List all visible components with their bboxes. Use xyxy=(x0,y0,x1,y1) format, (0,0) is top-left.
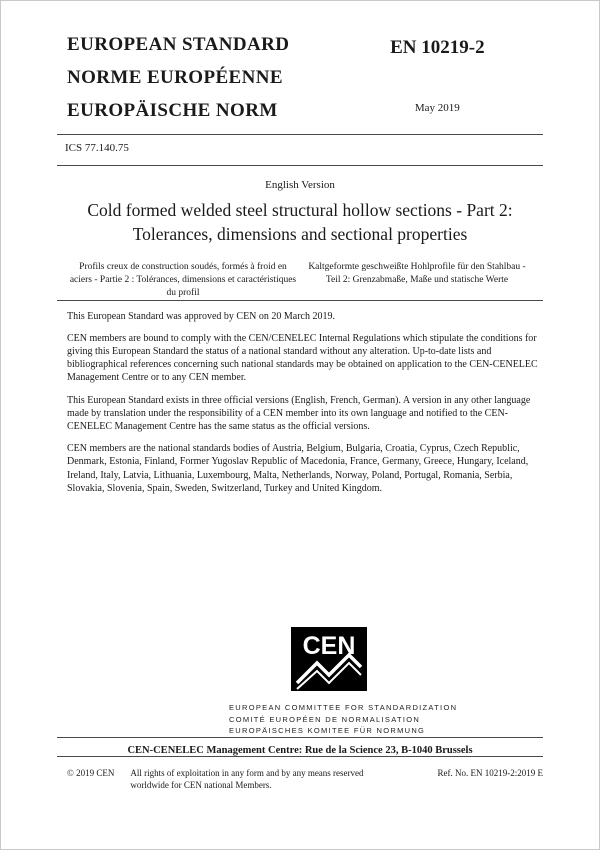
divider-under-subtitles xyxy=(57,300,543,301)
paragraph-versions: This European Standard exists in three official versions (English, French, German). A version in any other language made by translation under the responsibility of a CEN member into its own language and notified to the CEN-CENELEC Management Centre has the same status as the official versions. xyxy=(67,394,531,432)
header-titles xyxy=(67,35,317,134)
committee-line-fr: COMITÉ EUROPÉEN DE NORMALISATION xyxy=(229,714,421,724)
copyright-notice: © 2019 CEN xyxy=(67,767,115,778)
paragraph-members: CEN members are the national standards bodies of Austria, Belgium, Bulgaria, Croatia, Cyprus, Czech Republic, Denmark, Estonia, Finland, Former Yugoslav Republic of Macedonia, France, Germany, Greece, Hungary, Iceland, Ireland, Italy, Latvia, Lithuania, Luxembourg, Malta, Netherlands, Norway, Poland, Portugal, Romania, Serbia, Slovakia, Slovenia, Spain, Sweden, Switzerland, Turkey and United Kingdom. xyxy=(67,443,529,494)
publication-date: May 2019 xyxy=(414,102,460,114)
cen-logo xyxy=(291,627,367,691)
cen-logo-icon xyxy=(291,627,367,691)
version-label: English Version xyxy=(265,179,335,191)
subtitle-german: Kaltgeformte geschweißte Hohlprofile für den Stahlbau - Teil 2: Grenzabmaße, Maße und statische Werte xyxy=(308,262,526,286)
header-title-fr: NORME EUROPÉENNE xyxy=(67,67,283,88)
divider-top xyxy=(57,134,543,135)
body-text xyxy=(1,310,599,495)
committee-line-de: EUROPÄISCHES KOMITEE FÜR NORMUNG xyxy=(229,726,426,736)
management-centre-address: CEN-CENELEC Management Centre: Rue de la Science 23, B-1040 Brussels xyxy=(127,744,473,756)
ics-code: ICS 77.140.75 xyxy=(65,142,129,154)
divider-under-ics xyxy=(57,165,543,166)
document-title: Cold formed welded steel structural hollow sections - Part 2: Tolerances, dimensions and sectional properties xyxy=(87,200,513,244)
header-title-de: EUROPÄISCHE NORM xyxy=(67,100,278,121)
committee-names xyxy=(229,702,599,737)
divider-above-management xyxy=(57,737,543,738)
translated-subtitles xyxy=(1,261,599,299)
rights-statement: All rights of exploitation in any form and by any means reserved worldwide for CEN national Members. xyxy=(130,767,364,790)
paragraph-regulations: CEN members are bound to comply with the CEN/CENELEC Internal Regulations which stipulate the conditions for giving this European Standard the status of a national standard without any alteration. Up-to-date lists and bibliographical references concerning such national standards may be obtained on application to the CEN-CENELEC Management Centre or to any CEN member. xyxy=(67,332,538,384)
subtitle-french: Profils creux de construction soudés, formés à froid en aciers - Partie 2 : Tolérances, dimensions et caractéristiques du profil xyxy=(69,262,297,298)
footer xyxy=(1,757,599,791)
header-standard-block xyxy=(332,35,543,134)
header-title-en: EUROPEAN STANDARD xyxy=(67,34,290,55)
paragraph-approval: This European Standard was approved by CEN on 20 March 2019. xyxy=(67,310,335,322)
cen-logo-text: CEN xyxy=(302,631,356,660)
reference-number: Ref. No. EN 10219-2:2019 E xyxy=(437,767,543,778)
header xyxy=(1,1,599,134)
committee-line-en: EUROPEAN COMMITTEE FOR STANDARDIZATION xyxy=(229,702,458,712)
standard-number: EN 10219-2 xyxy=(390,37,485,58)
